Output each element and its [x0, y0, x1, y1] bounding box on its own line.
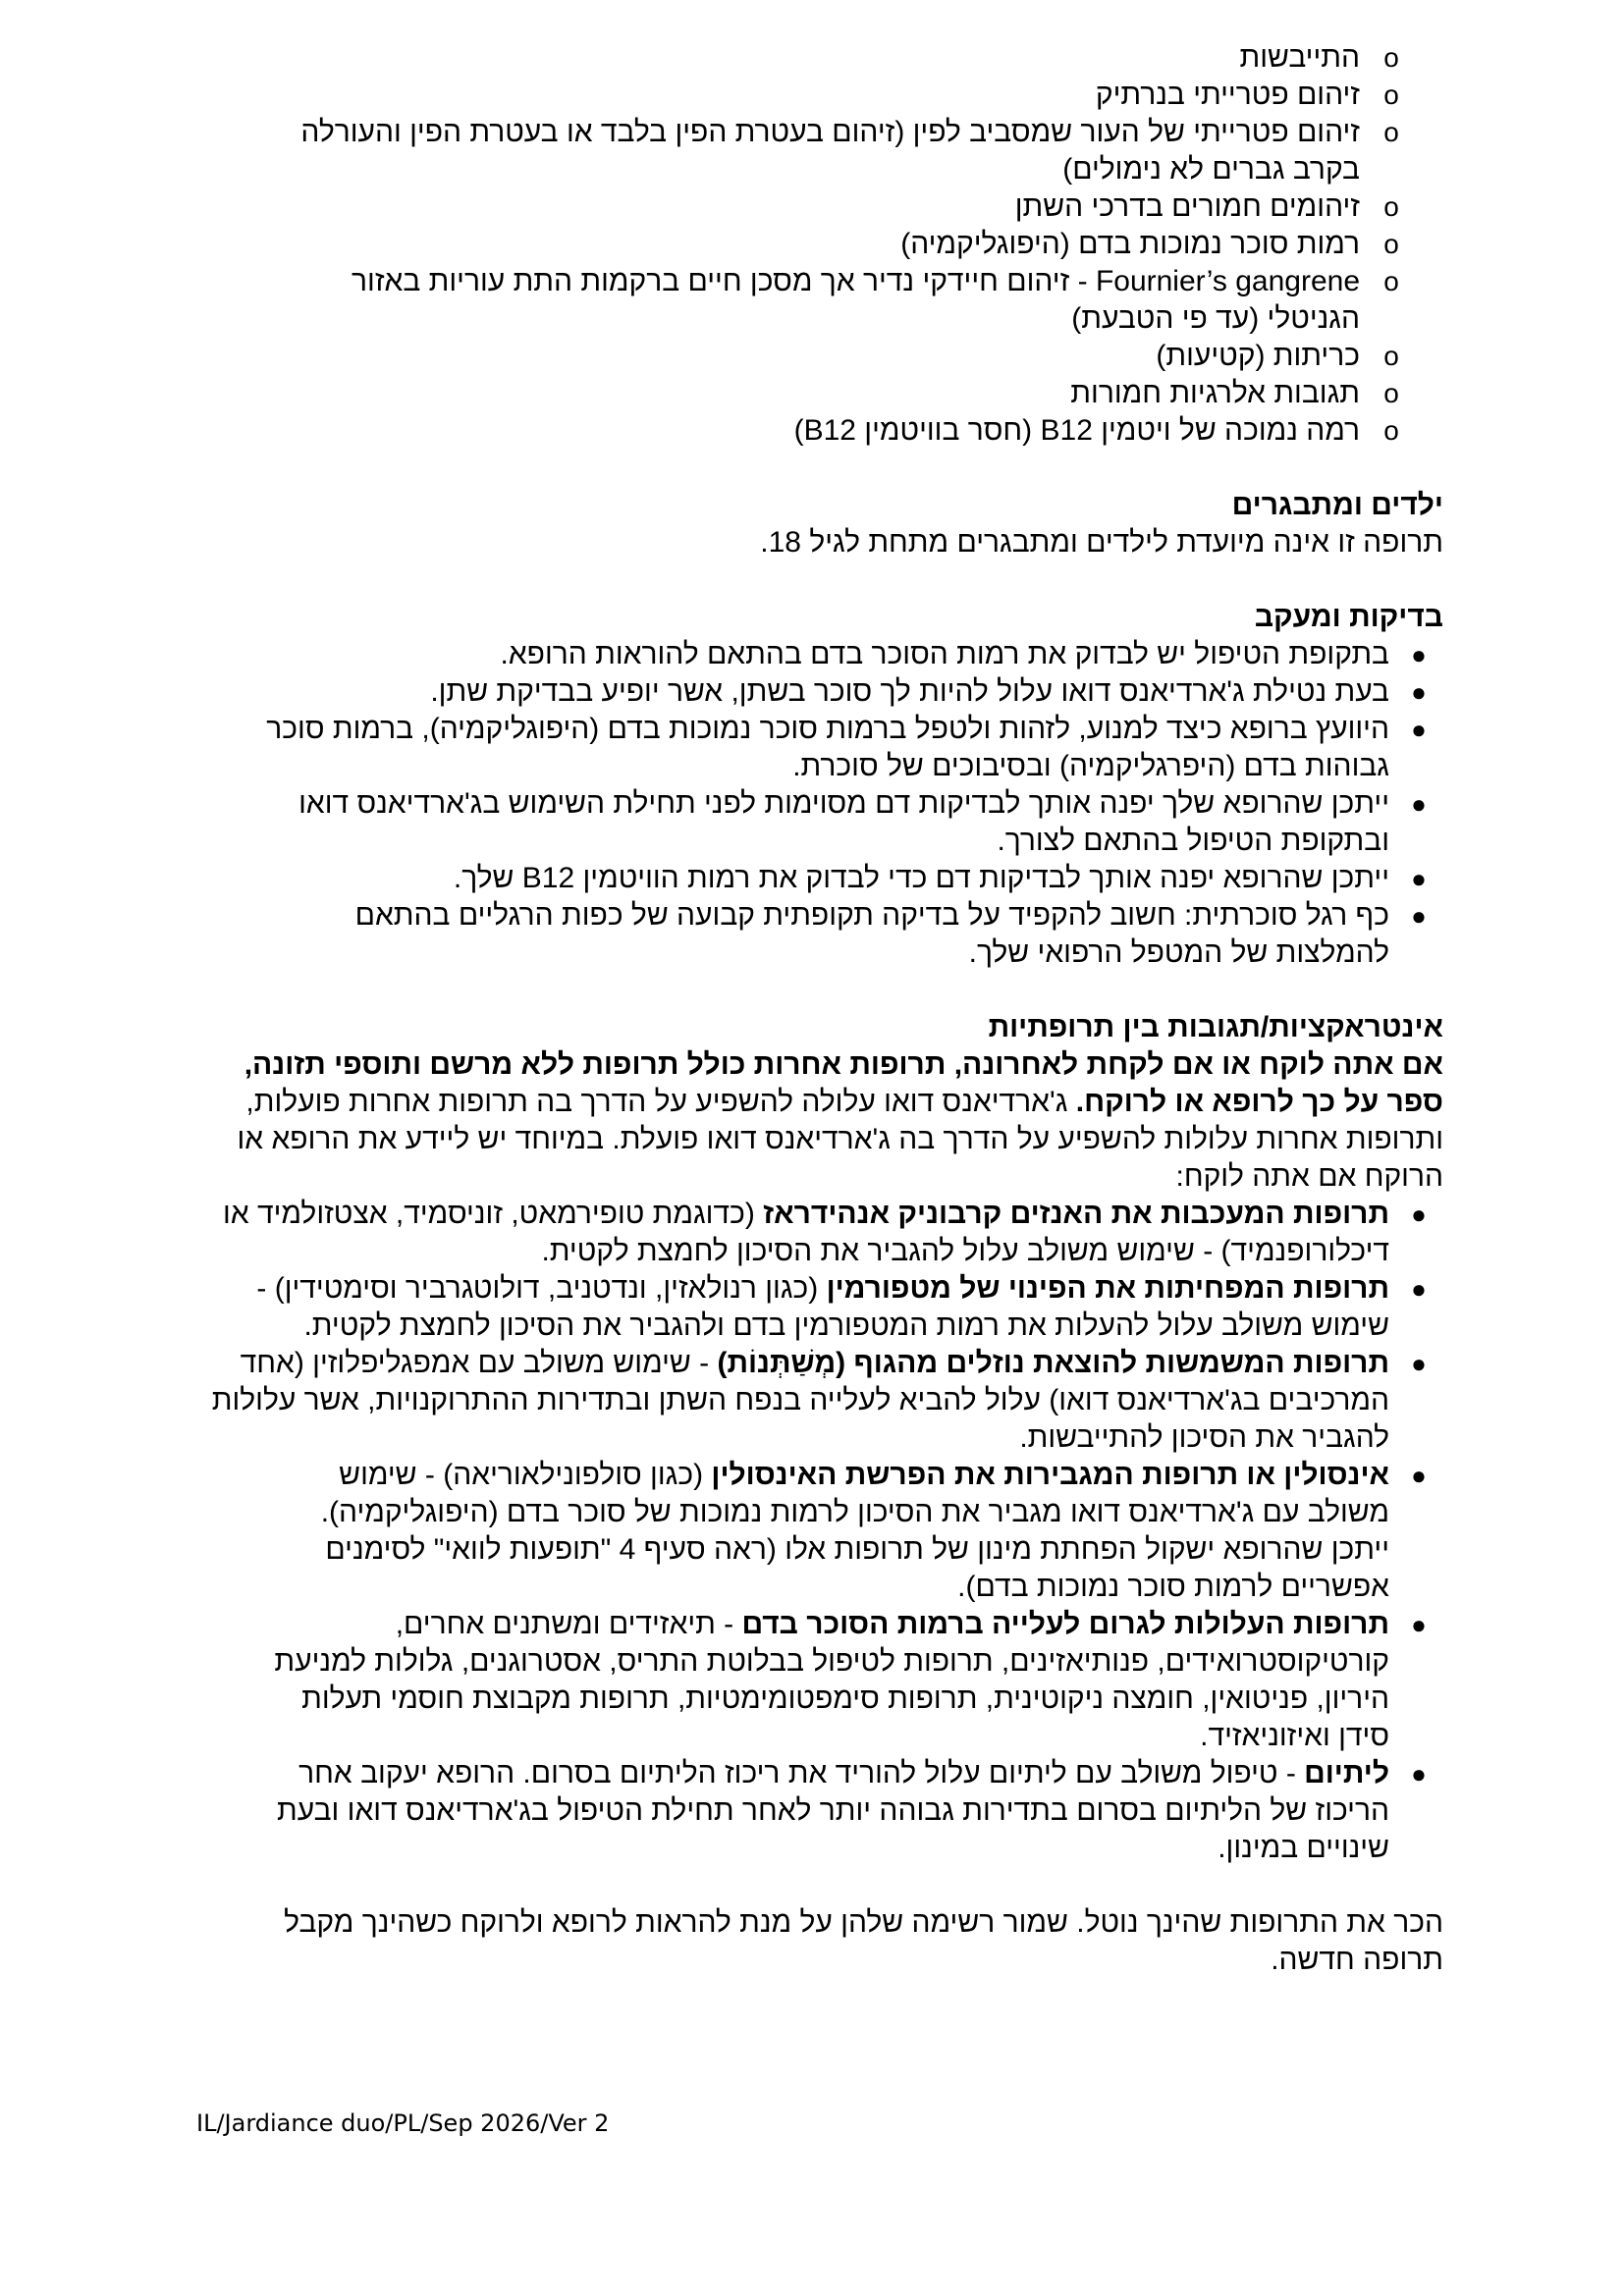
list-item: ● כף רגל סוכרתית: חשוב להקפיד על בדיקה תקופתית קבועה של כפות הרגליים בהתאם להמלצות של המטפל הרפואי שלך.: [196, 897, 1443, 972]
circle-bullet-icon: o: [1383, 42, 1399, 73]
interactions-heading: אינטראקציות/תגובות בין תרופתיות: [988, 1011, 1443, 1043]
list-item: o התייבשות: [196, 39, 1443, 77]
bullet-icon: ●: [1411, 1349, 1427, 1378]
list-item: o רמה נמוכה של ויטמין B12 (חסר בוויטמין B12): [196, 412, 1443, 450]
bullet-icon: ●: [1411, 1610, 1427, 1639]
list-item: ● בתקופת הטיפול יש לבדוק את רמות הסוכר בדם בהתאם להוראות הרופא.: [196, 636, 1443, 673]
list-item: o Fournier’s gangrene - זיהום חיידקי נדיר אך מסכן חיים ברקמות התת עוריות באזור הגניטלי (עד פי הטבעת): [196, 263, 1443, 338]
circle-bullet-icon: o: [1383, 415, 1399, 446]
interactions-closing: הכר את התרופות שהינך נוטל. שמור רשימה שלהן על מנת להראות לרופא ולרוקח כשהינך מקבל תרופה חדשה.: [284, 1906, 1443, 1976]
bullet-icon: ●: [1411, 864, 1427, 893]
list-item: o זיהומים חמורים בדרכי השתן: [196, 188, 1443, 226]
bullet-icon: ●: [1411, 640, 1427, 669]
bullet-icon: ●: [1411, 1274, 1427, 1304]
list-item: ● אינסולין או תרופות המגבירות את הפרשת האינסולין (כגון סולפונילאוריאה) - שימוש משולב עם ג'ארדיאנס דואו מגביר את הסיכון לרמות נמוכות של סוכר בדם (היפוגליקמיה). ייתכן שהרופא ישקול הפחתת מינון של תרופות אלו (ראה סעיף 4 "תופעות לוואי" לסימנים אפשריים לרמות סוכר נמוכות בדם).: [196, 1457, 1443, 1606]
bullet-icon: ●: [1411, 789, 1427, 819]
bullet-icon: ●: [1411, 1200, 1427, 1229]
list-item: ● תרופות המעכבות את האנזים קרבוניק אנהידראז (כדוגמת טופירמאט, זוניסמיד, אצטזולמיד או דיכלורופנמיד) - שימוש משולב עלול להגביר את הסיכון לחמצת לקטית.: [196, 1196, 1443, 1270]
interactions-intro-text: ג'ארדיאנס דואו עלולה להשפיע על הדרך בה תרופות אחרות פועלות, ותרופות אחרות עלולות להשפיע על הדרך בה ג'ארדיאנס דואו פועלת. במיוחד יש ליידע את הרופא או הרוקח אם אתה לוקח:: [237, 1086, 1443, 1193]
list-item: o תגובות אלרגיות חמורות: [196, 375, 1443, 412]
tests-heading: בדיקות ומעקב: [1254, 601, 1443, 633]
children-heading: ילדים ומתבגרים: [1231, 489, 1443, 521]
tests-list: [196, 636, 1443, 972]
list-item: ● תרופות המפחיתות את הפינוי של מטפורמין (כגון רנולאזין, ונדטניב, דולוטגרביר וסימטידין) - שימוש משולב עלול להעלות את רמות המטפורמין בדם ולהגביר את הסיכון לחמצת לקטית.: [196, 1270, 1443, 1345]
list-item: o זיהום פטרייתי של העור שמסביב לפין (זיהום בעטרת הפין בלבד או בעטרת הפין והעורלה בקרב גברים לא נימולים): [196, 114, 1443, 188]
bullet-icon: ●: [1411, 901, 1427, 931]
circle-bullet-icon: o: [1383, 266, 1399, 296]
list-item: o כריתות (קטיעות): [196, 338, 1443, 375]
list-item: ● תרופות העלולות לגרום לעלייה ברמות הסוכר בדם - תיאזידים ומשתנים אחרים, קורטיקוסטרואידים, פנותיאזינים, תרופות לטיפול בבלוטת התריס, אסטרוגנים, גלולות למניעת היריון, פניטואין, חומצה ניקוטינית, תרופות סימפטומימטיות, תרופות מקבוצת חוסמי תעלות סידן ואיזוניאזיד.: [196, 1606, 1443, 1755]
list-item: o רמות סוכר נמוכות בדם (היפוגליקמיה): [196, 226, 1443, 263]
bullet-icon: ●: [1411, 1759, 1427, 1789]
side-effects-list: [196, 39, 1443, 450]
document-footer: IL/Jardiance duo/PL/Sep 2026/Ver 2: [196, 2109, 610, 2137]
circle-bullet-icon: o: [1383, 378, 1399, 408]
circle-bullet-icon: o: [1383, 117, 1399, 147]
list-item: ● ליתיום - טיפול משולב עם ליתיום עלול להוריד את ריכוז הליתיום בסרום. הרופא יעקוב אחר הריכוז של הליתיום בסרום בתדירות גבוהה יותר לאחר תחילת הטיפול בג'ארדיאנס דואו ובעת שינויים במינון.: [196, 1755, 1443, 1867]
circle-bullet-icon: o: [1383, 191, 1399, 222]
children-text: תרופה זו אינה מיועדת לילדים ומתבגרים מתחת לגיל 18.: [760, 526, 1443, 559]
interactions-list: [196, 1196, 1443, 1867]
circle-bullet-icon: o: [1383, 229, 1399, 259]
interactions-intro-bold: אם אתה לוקח או אם לקחת לאחרונה, תרופות אחרות כולל תרופות ללא מרשם ותוספי תזונה, ספר על כך לרופא או לרוקח.: [244, 1048, 1443, 1118]
bullet-icon: ●: [1411, 715, 1427, 744]
circle-bullet-icon: o: [1383, 80, 1399, 110]
interactions-intro: [196, 1046, 1443, 1196]
circle-bullet-icon: o: [1383, 341, 1399, 371]
bullet-icon: ●: [1411, 1461, 1427, 1490]
document-page: [196, 39, 1443, 1979]
list-item: ● ייתכן שהרופא שלך יפנה אותך לבדיקות דם מסוימות לפני תחילת השימוש בג'ארדיאנס דואו ובתקופת הטיפול בהתאם לצורך.: [196, 785, 1443, 860]
list-item: ● תרופות המשמשות להוצאת נוזלים מהגוף (מְשַׁתְּנוֹת) - שימוש משולב עם אמפגליפלוזין (אחד המרכיבים בג'ארדיאנס דואו) עלול להביא לעלייה בנפח השתן ובתדירות ההתרוקנויות, אשר עלולות להגביר את הסיכון להתייבשות.: [196, 1345, 1443, 1457]
list-item: ● בעת נטילת ג'ארדיאנס דואו עלול להיות לך סוכר בשתן, אשר יופיע בבדיקת שתן.: [196, 673, 1443, 711]
list-item: ● ייתכן שהרופא יפנה אותך לבדיקות דם כדי לבדוק את רמות הוויטמין B12 שלך.: [196, 860, 1443, 897]
list-item: ● היוועץ ברופא כיצד למנוע, לזהות ולטפל ברמות סוכר נמוכות בדם (היפוגליקמיה), ברמות סוכר גבוהות בדם (היפרגליקמיה) ובסיבוכים של סוכרת.: [196, 711, 1443, 785]
list-item: o זיהום פטרייתי בנרתיק: [196, 77, 1443, 114]
bullet-icon: ●: [1411, 677, 1427, 707]
